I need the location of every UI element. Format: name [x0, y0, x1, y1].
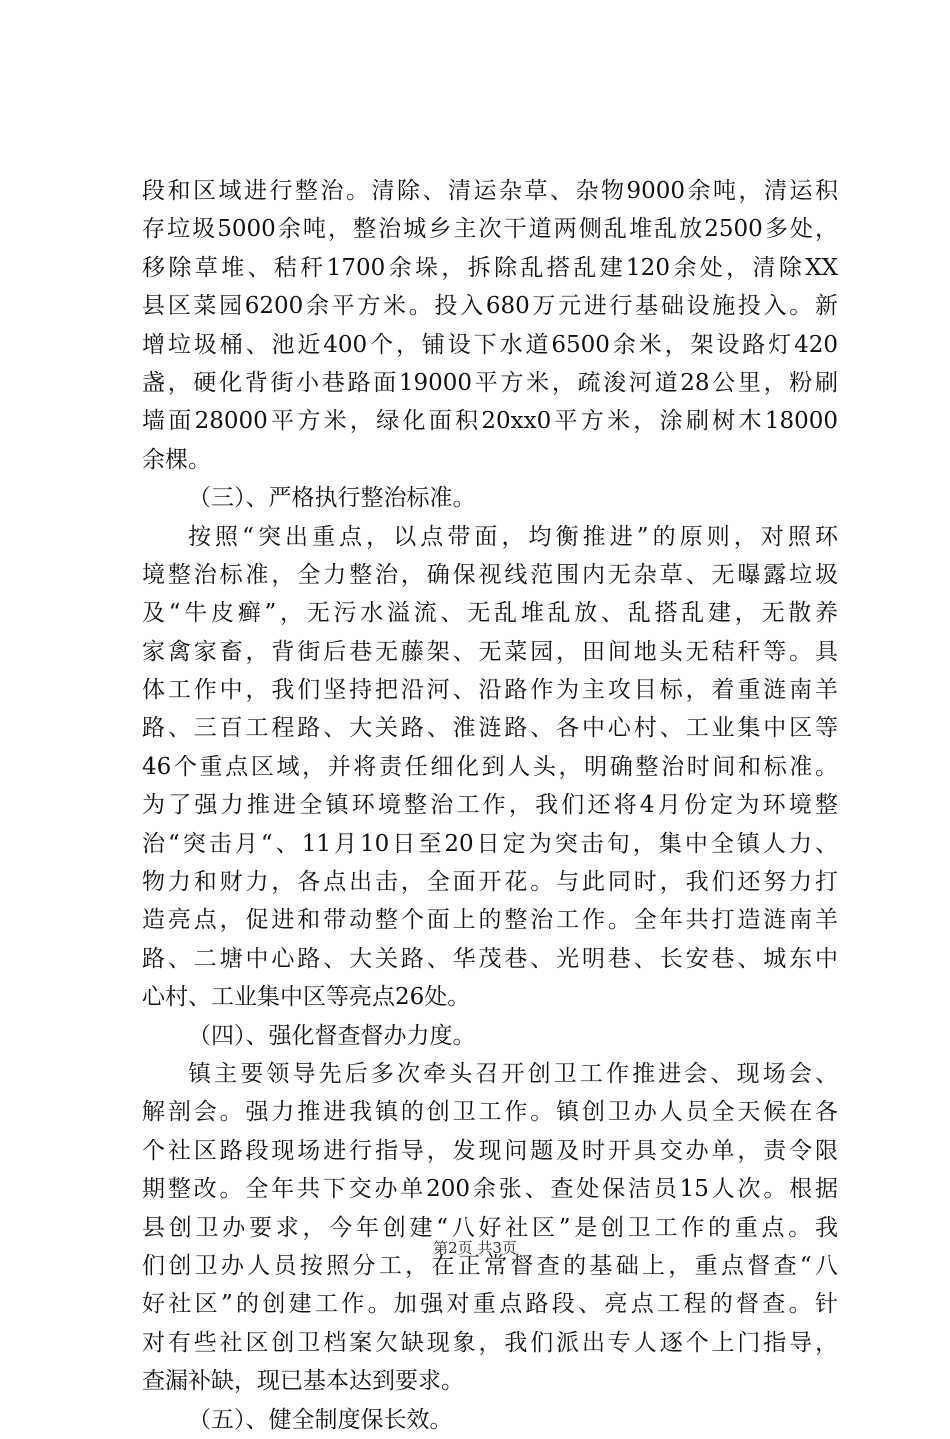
text-line: 好社区”的创建工作。加强对重点路段、亮点工程的督查。针 — [142, 1291, 838, 1318]
text-line: 路、三百工程路、大关路、淮涟路、各中心村、工业集中区等 — [142, 715, 838, 742]
section-heading: （三）、严格执行整治标准。 — [188, 485, 476, 512]
section-heading: （四）、强化督查督办力度。 — [188, 1022, 476, 1049]
text-line: 物力和财力，各点出击，全面开花。与此同时，我们还努力打 — [142, 869, 838, 896]
text-line: 们创卫办人员按照分工，在正常督查的基础上，重点督查“八 — [142, 1252, 838, 1279]
text-line: 余棵。 — [142, 446, 211, 473]
page-footer: 第2页 共3页 — [433, 1239, 517, 1257]
text-line: 查漏补缺，现已基本达到要求。 — [142, 1368, 464, 1395]
text-line: 期整改。全年共下交办单200余张、查处保洁员15人次。根据 — [142, 1176, 838, 1203]
text-line: 县创卫办要求，今年创建“八好社区”是创卫工作的重点。我 — [142, 1214, 838, 1241]
section-heading: （五）、健全制度保长效。 — [188, 1406, 453, 1433]
text-line: 路、二塘中心路、大关路、华茂巷、光明巷、长安巷、城东中 — [142, 945, 838, 972]
text-line: 墙面28000平方米，绿化面积20xx0平方米，涂刷树木18000 — [142, 408, 838, 435]
text-line: 解剖会。强力推进我镇的创卫工作。镇创卫办人员全天候在各 — [142, 1099, 838, 1126]
text-line: 体工作中，我们坚持把沿河、沿路作为主攻目标，着重涟南羊 — [142, 677, 838, 704]
text-line: 镇主要领导先后多次牵头召开创卫工作推进会、现场会、 — [188, 1060, 838, 1087]
text-line: 移除草堆、秸秆1700余垛，拆除乱搭乱建120余处，清除XX — [142, 254, 838, 281]
text-line: 段和区域进行整治。清除、清运杂草、杂物9000余吨，清运积 — [142, 178, 838, 204]
text-line: 心村、工业集中区等亮点26处。 — [142, 984, 471, 1011]
text-line: 县区菜园6200余平方米。投入680万元进行基础设施投入。新 — [142, 293, 838, 320]
text-line: 造亮点，促进和带动整个面上的整治工作。全年共打造涟南羊 — [142, 907, 838, 934]
text-line: 个社区路段现场进行指导，发现问题及时开具交办单，责令限 — [142, 1137, 838, 1164]
text-line: 治“突击月“、11月10日至20日定为突击旬，集中全镇人力、 — [142, 830, 838, 857]
text-line: 存垃圾5000余吨，整治城乡主次干道两侧乱堆乱放2500多处， — [142, 216, 838, 243]
text-line: 对有些社区创卫档案欠缺现象，我们派出专人逐个上门指导， — [142, 1329, 838, 1356]
text-line: 为了强力推进全镇环境整治工作，我们还将4月份定为环境整 — [142, 792, 838, 819]
text-line: 家禽家畜，背街后巷无藤架、无菜园，田间地头无秸秆等。具 — [142, 638, 838, 665]
text-line: 46个重点区域，并将责任细化到人头，明确整治时间和标准。 — [142, 753, 838, 780]
text-line: 境整治标准，全力整治，确保视线范围内无杂草、无曝露垃圾 — [142, 561, 838, 588]
text-line: 按照“突出重点，以点带面，均衡推进”的原则，对照环 — [188, 523, 838, 550]
text-line: 增垃圾桶、池近400个，铺设下水道6500余米，架设路灯420 — [142, 331, 838, 358]
text-line: 及“牛皮癣”，无污水溢流、无乱堆乱放、乱搭乱建，无散养 — [142, 600, 838, 627]
text-line: 盏，硬化背街小巷路面19000平方米，疏浚河道28公里，粉刷 — [142, 369, 838, 396]
